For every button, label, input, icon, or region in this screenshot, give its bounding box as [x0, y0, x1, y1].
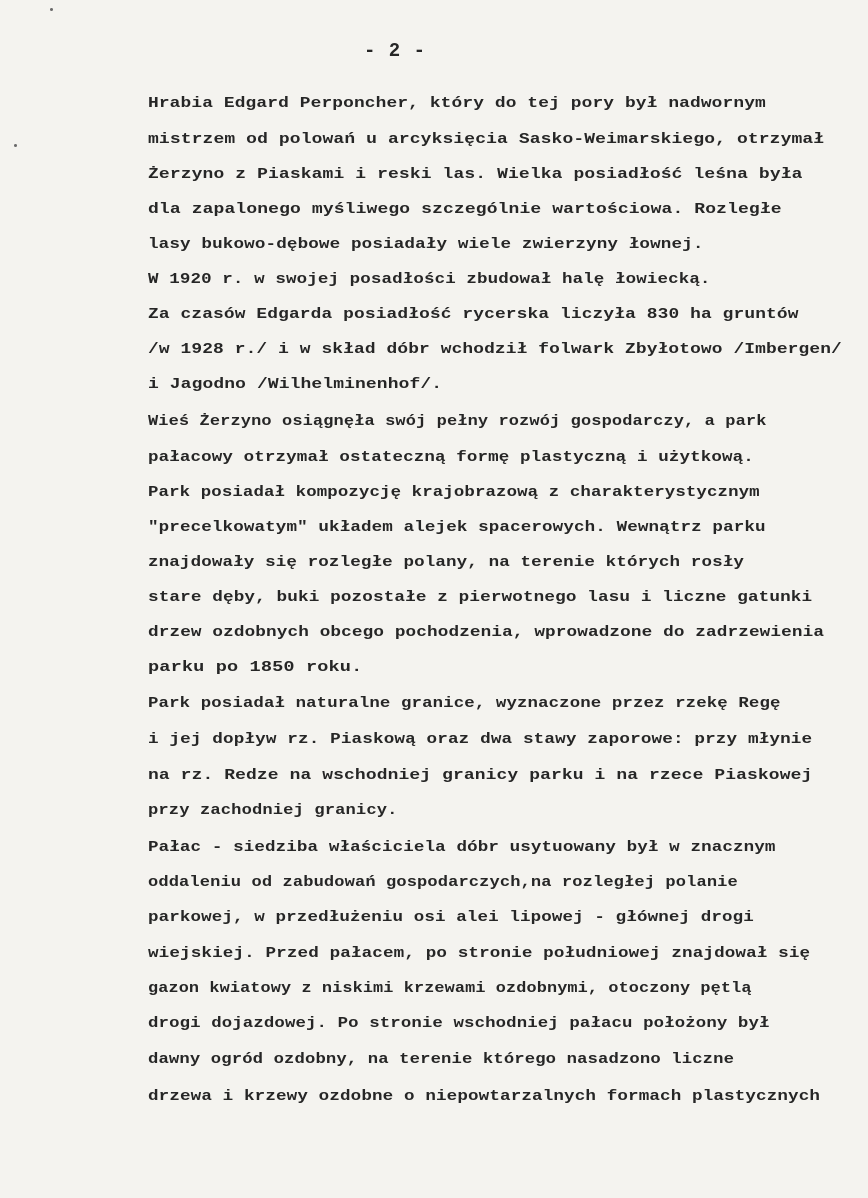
text-line: przy zachodniej granicy. [148, 803, 398, 819]
text-line: pałacowy otrzymał ostateczną formę plastyczną i użytkową. [148, 450, 754, 466]
text-line: Za czasów Edgarda posiadłość rycerska liczyła 830 ha gruntów [148, 307, 799, 323]
text-line: i Jagodno /Wilhelminenhof/. [148, 377, 443, 393]
text-line: lasy bukowo-dębowe posiadały wiele zwierzyny łownej. [148, 237, 704, 253]
text-line: Wieś Żerzyno osiągnęła swój pełny rozwój gospodarczy, a park [148, 414, 767, 430]
text-line: drzewa i krzewy ozdobne o niepowtarzalnych formach plastycznych [148, 1089, 821, 1105]
text-line: Hrabia Edgard Perponcher, który do tej pory był nadwornym [148, 96, 766, 112]
text-line: drzew ozdobnych obcego pochodzenia, wprowadzone do zadrzewienia [148, 625, 825, 641]
text-line: oddaleniu od zabudowań gospodarczych,na rozległej polanie [148, 875, 738, 891]
text-line: W 1920 r. w swojej posadłości zbudował halę łowiecką. [148, 272, 711, 288]
paper-speck [14, 144, 17, 147]
text-line: parku po 1850 roku. [148, 660, 363, 676]
text-line: gazon kwiatowy z niskimi krzewami ozdobnymi, otoczony pętlą [148, 981, 752, 997]
text-line: Żerzyno z Piaskami i reski las. Wielka posiadłość leśna była [148, 167, 803, 183]
text-line: /w 1928 r./ i w skład dóbr wchodził folwark Zbyłotowo /Imbergen/ [148, 342, 842, 358]
text-line: "precelkowatym" układem alejek spacerowych. Wewnątrz parku [148, 520, 766, 536]
text-line: na rz. Redze na wschodniej granicy parku i na rzece Piaskowej [148, 768, 813, 784]
text-line: parkowej, w przedłużeniu osi alei lipowej - głównej drogi [148, 910, 754, 926]
text-line: Park posiadał naturalne granice, wyznaczone przez rzekę Regę [148, 696, 781, 712]
paper-speck [50, 8, 53, 11]
text-line: Pałac - siedziba właściciela dóbr usytuowany był w znacznym [148, 840, 776, 856]
text-line: Park posiadał kompozycję krajobrazową z charakterystycznym [148, 485, 760, 501]
page-number: - 2 - [363, 40, 426, 62]
text-line: wiejskiej. Przed pałacem, po stronie południowej znajdował się [148, 946, 811, 962]
text-line: i jej dopływ rz. Piaskową oraz dwa stawy zaporowe: przy młynie [148, 732, 813, 748]
text-line: znajdowały się rozległe polany, na terenie których rosły [148, 555, 745, 571]
text-line: dawny ogród ozdobny, na terenie którego nasadzono liczne [148, 1052, 735, 1068]
text-line: drogi dojazdowej. Po stronie wschodniej pałacu położony był [148, 1016, 770, 1032]
text-line: mistrzem od polowań u arcyksięcia Sasko-Weimarskiego, otrzymał [148, 132, 825, 148]
text-line: dla zapalonego myśliwego szczególnie wartościowa. Rozległe [148, 202, 782, 218]
text-line: stare dęby, buki pozostałe z pierwotnego lasu i liczne gatunki [148, 590, 813, 606]
